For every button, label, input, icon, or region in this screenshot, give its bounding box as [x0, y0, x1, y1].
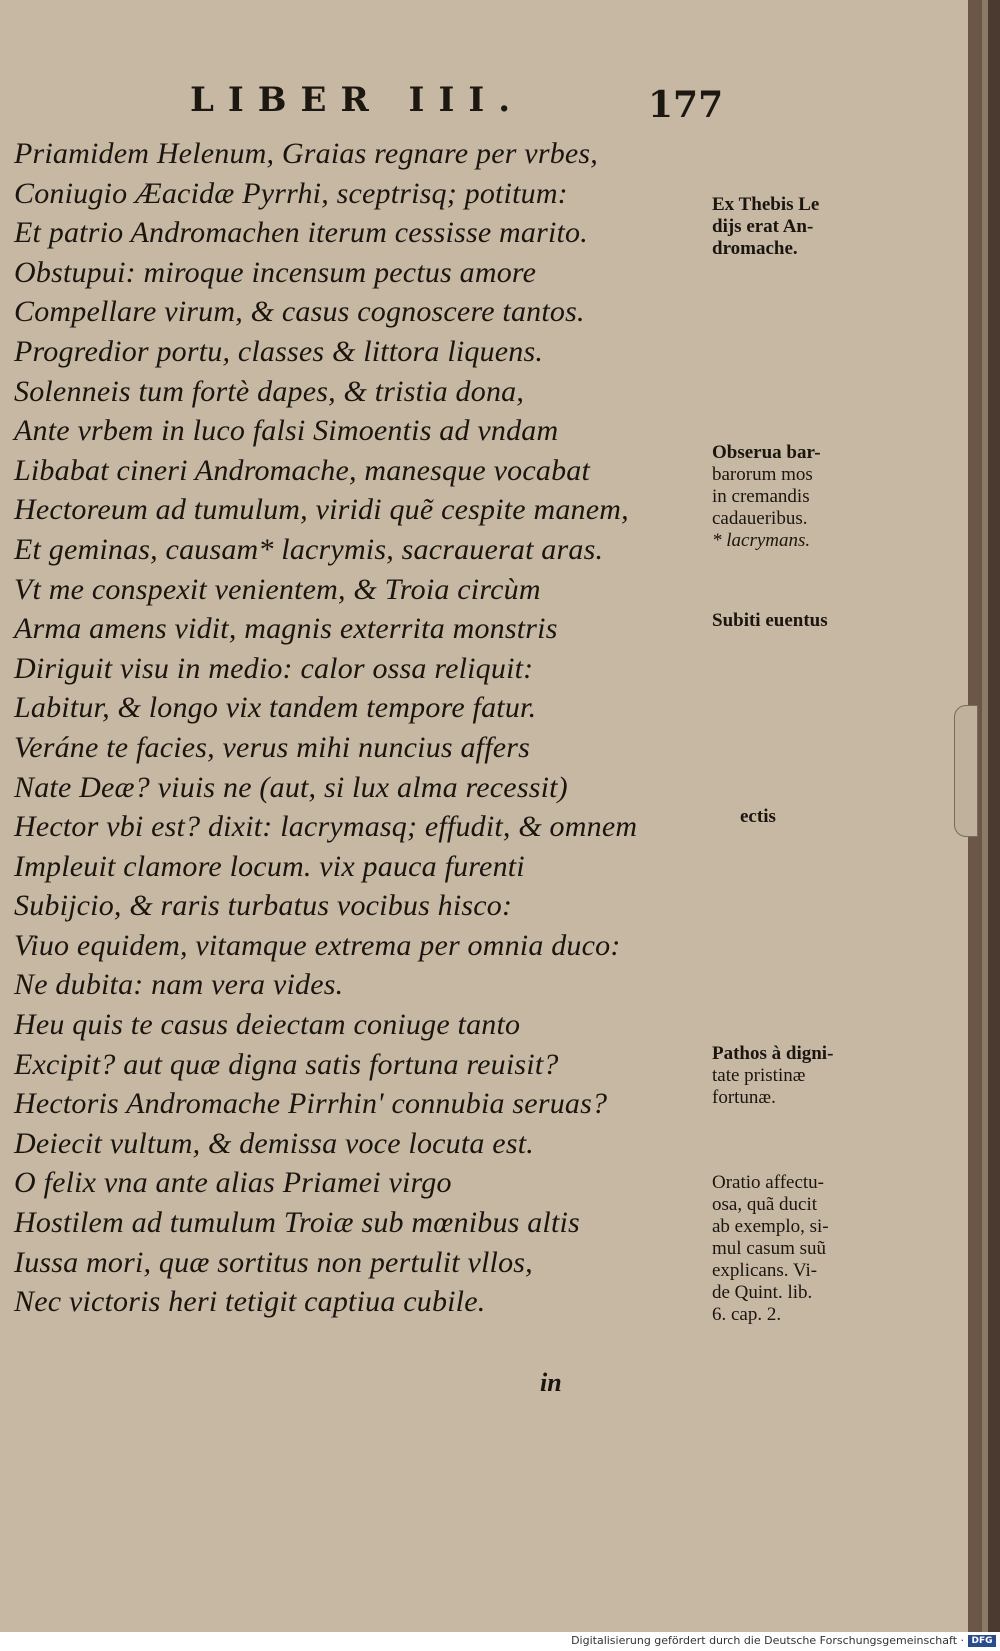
margin-note — [712, 1043, 892, 1109]
verse-line: Ne dubita: nam vera vides. — [14, 968, 344, 1002]
verse-list — [14, 134, 704, 1322]
verse-line: Solenneis tum fortè dapes, & tristia dona, — [14, 374, 525, 408]
note-line: barorum mos — [712, 464, 813, 485]
note-line: mul casum suũ — [712, 1238, 826, 1259]
verse-line: Excipit? aut quæ digna satis fortuna reuisit? — [14, 1047, 559, 1081]
note-line: in cremandis — [712, 486, 810, 507]
note-line: cadaueribus. — [712, 508, 808, 529]
note-line: de Quint. lib. — [712, 1282, 813, 1303]
note-line: tate pristinæ — [712, 1065, 806, 1086]
page-number: 177 — [648, 84, 724, 126]
verse-line: Compellare virum, & casus cognoscere tantos. — [14, 295, 585, 329]
verse-line: Progredior portu, classes & littora liquens. — [14, 334, 544, 368]
verse-line: Arma amens vidit, magnis exterrita monstris — [14, 612, 558, 646]
verse-line: Priamidem Helenum, Graias regnare per vrbes, — [14, 137, 598, 170]
note-line: Subiti euentus — [712, 610, 828, 631]
verse-line: Subijcio, & raris turbatus vocibus hisco: — [14, 889, 513, 923]
verse-line: Diriguit visu in medio: calor ossa reliquit: — [14, 651, 534, 685]
verse-line: O felix vna ante alias Priamei virgo — [14, 1166, 452, 1200]
note-line: * lacrymans. — [712, 530, 811, 551]
verse-line: Heu quis te casus deiectam coniuge tanto — [14, 1008, 521, 1042]
verse-line: Iussa mori, quæ sortitus non pertulit vllos, — [14, 1245, 533, 1279]
verse-line: Deiecit vultum, & demissa voce locuta est. — [14, 1126, 534, 1160]
margin-note — [712, 610, 892, 632]
note-line: 6. cap. 2. — [712, 1304, 782, 1325]
margin-note — [712, 194, 892, 260]
verse-line: Hectoris Andromache Pirrhin' connubia seruas? — [14, 1087, 608, 1121]
note-line: dromache. — [712, 238, 798, 259]
verse-line: Nec victoris heri tetigit captiua cubile. — [14, 1285, 486, 1319]
funding-credit: Digitalisierung gefördert durch die Deutsche Forschungsgemeinschaft · — [571, 1634, 964, 1647]
verse-line: Hectoreum ad tumulum, viridi quẽ cespite manem, — [14, 493, 629, 527]
note-line: Pathos à digni- — [712, 1043, 834, 1064]
verse-line: Vt me conspexit venientem, & Troia circùm — [14, 572, 541, 606]
note-line: Oratio affectu- — [712, 1172, 825, 1193]
note-line: osa, quã ducit — [712, 1194, 818, 1215]
verse-line: Coniugio Æacidæ Pyrrhi, sceptrisq; potitum: — [14, 176, 568, 210]
verse-line: Labitur, & longo vix tandem tempore fatur. — [14, 691, 537, 725]
verse-line: Veráne te facies, verus mihi nuncius affers — [14, 730, 531, 764]
verse-line: Impleuit clamore locum. vix pauca furenti — [14, 849, 525, 883]
running-title: LIBER III. — [190, 80, 525, 120]
dfg-logo: DFG — [968, 1635, 996, 1647]
note-line: explicans. Vi- — [712, 1260, 818, 1281]
verse-line: Obstupui: miroque incensum pectus amore — [14, 255, 537, 289]
verse-line: Hector vbi est? dixit: lacrymasq; effudit, & omnem — [14, 810, 638, 844]
margin-note — [740, 806, 920, 828]
note-line: ab exemplo, si- — [712, 1216, 829, 1237]
verse-line: Et patrio Andromachen iterum cessisse marito. — [14, 216, 588, 250]
footer-bar — [0, 1632, 1000, 1651]
page-tab — [954, 705, 978, 837]
verse-line: Viuo equidem, vitamque extrema per omnia duco: — [14, 928, 621, 962]
catchword: in — [540, 1368, 562, 1397]
note-line: Ex Thebis Le — [712, 194, 820, 215]
note-line: fortunæ. — [712, 1087, 776, 1108]
margin-note — [712, 442, 892, 552]
verse-line: Nate Deæ? viuis ne (aut, si lux alma recessit) — [14, 770, 568, 804]
verse-line: Et geminas, causam* lacrymis, sacrauerat aras. — [14, 532, 604, 566]
margin-note — [712, 1172, 892, 1326]
verse-line: Hostilem ad tumulum Troiæ sub mœnibus altis — [14, 1206, 580, 1240]
note-line: dijs erat An- — [712, 216, 814, 237]
verse-line: Ante vrbem in luco falsi Simoentis ad vndam — [14, 414, 559, 448]
note-line: ectis — [740, 806, 776, 827]
note-line: Obserua bar- — [712, 442, 821, 463]
verse-line: Libabat cineri Andromache, manesque vocabat — [14, 453, 591, 487]
